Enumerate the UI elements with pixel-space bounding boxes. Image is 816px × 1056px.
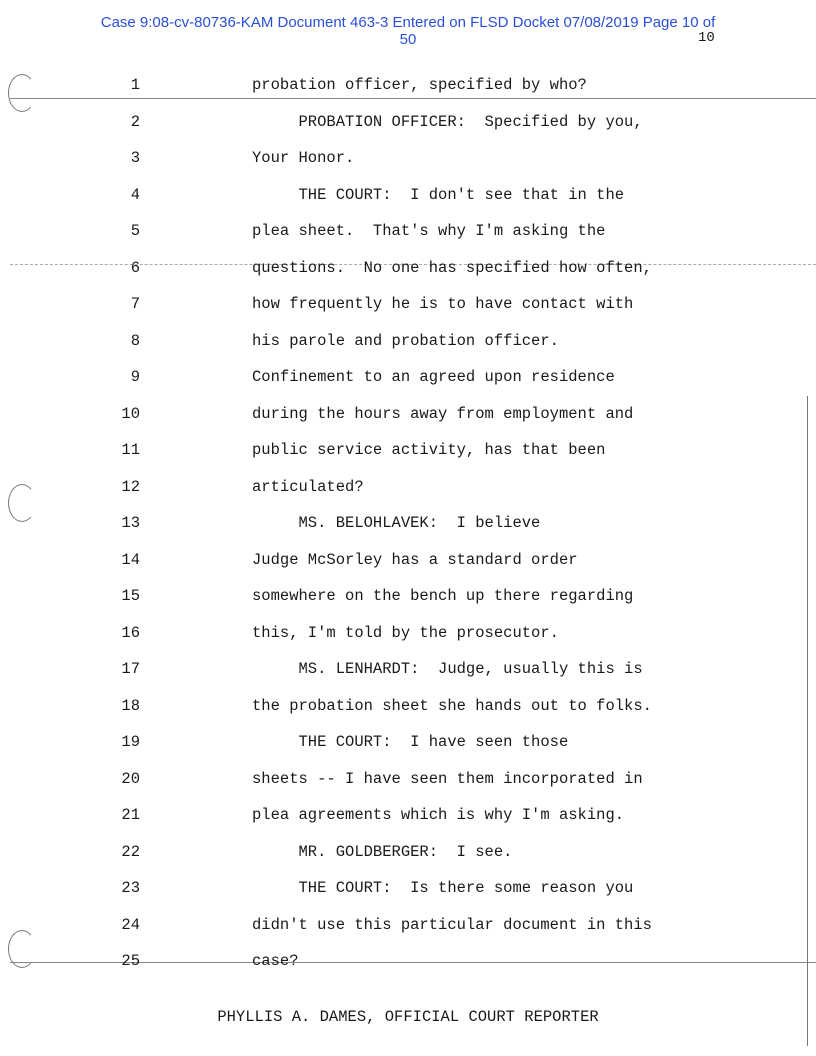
line-number: 14 <box>121 550 140 569</box>
line-text: PROBATION OFFICER: Specified by you, <box>252 112 643 131</box>
line-number: 4 <box>130 185 140 204</box>
transcript-line <box>0 222 816 258</box>
line-text: his parole and probation officer. <box>252 331 559 350</box>
transcript-line <box>0 514 816 550</box>
line-number: 25 <box>121 952 140 970</box>
line-text: public service activity, has that been <box>252 441 606 459</box>
transcript-line <box>0 441 816 477</box>
line-text: plea agreements which is why I'm asking. <box>252 806 625 824</box>
line-text: somewhere on the bench up there regarding <box>252 587 634 605</box>
line-number: 19 <box>121 733 140 751</box>
transcript-line <box>0 952 816 988</box>
line-text: MS. BELOHLAVEK: I believe <box>252 514 541 532</box>
line-text: THE COURT: I don't see that in the <box>252 185 625 204</box>
transcript-line <box>0 186 816 222</box>
line-number: 13 <box>121 514 140 532</box>
line-text: articulated? <box>252 477 364 496</box>
line-text: the probation sheet she hands out to folks. <box>252 696 652 715</box>
line-number: 22 <box>121 842 140 861</box>
transcript-line <box>0 697 816 733</box>
line-number: 1 <box>130 76 140 94</box>
transcript-line <box>0 624 816 660</box>
line-number: 3 <box>130 149 140 167</box>
transcript-line <box>0 332 816 368</box>
transcript-line <box>0 149 816 185</box>
transcript-line <box>0 405 816 441</box>
line-text: THE COURT: I have seen those <box>252 733 569 751</box>
transcript-line <box>0 368 816 404</box>
line-number: 12 <box>121 477 140 496</box>
page-number: 10 <box>698 30 715 46</box>
line-text: questions. No one has specified how often, <box>252 258 652 277</box>
transcript-line <box>0 806 816 842</box>
line-number: 18 <box>121 696 140 715</box>
line-number: 20 <box>121 769 140 788</box>
line-text: MS. LENHARDT: Judge, usually this is <box>252 660 643 678</box>
transcript-line <box>0 916 816 952</box>
transcript-line <box>0 843 816 879</box>
transcript-line <box>0 733 816 769</box>
line-text: sheets -- I have seen them incorporated in <box>252 769 643 788</box>
line-number: 7 <box>130 295 140 313</box>
line-number: 24 <box>121 915 140 934</box>
line-number: 17 <box>121 660 140 678</box>
transcript-line <box>0 770 816 806</box>
line-text: case? <box>252 952 299 970</box>
transcript-line <box>0 295 816 331</box>
line-number: 5 <box>130 222 140 240</box>
line-text: during the hours away from employment and <box>252 404 634 423</box>
line-number: 10 <box>121 404 140 423</box>
line-text: Confinement to an agreed upon residence <box>252 368 615 386</box>
line-number: 9 <box>130 368 140 386</box>
line-text: THE COURT: Is there some reason you <box>252 879 634 897</box>
line-number: 16 <box>121 623 140 642</box>
line-number: 15 <box>121 587 140 605</box>
line-text: Judge McSorley has a standard order <box>252 550 578 569</box>
transcript-line <box>0 660 816 696</box>
line-number: 23 <box>121 879 140 897</box>
transcript-line <box>0 76 816 112</box>
transcript-line <box>0 879 816 915</box>
transcript-line <box>0 587 816 623</box>
transcript-line <box>0 551 816 587</box>
transcript-line <box>0 259 816 295</box>
line-number: 2 <box>130 112 140 131</box>
line-number: 8 <box>130 331 140 350</box>
docket-stamp-line-1: Case 9:08-cv-80736-KAM Document 463-3 Entered on FLSD Docket 07/08/2019 Page 10 of <box>100 14 716 31</box>
docket-stamp-line-2: 50 <box>399 31 417 48</box>
line-text: didn't use this particular document in this <box>252 915 652 934</box>
line-number: 11 <box>121 441 140 459</box>
footer-reporter: PHYLLIS A. DAMES, OFFICIAL COURT REPORTER <box>217 1008 599 1026</box>
docket-stamp <box>0 14 816 48</box>
line-text: how frequently he is to have contact with <box>252 295 634 313</box>
line-number: 6 <box>130 258 140 277</box>
transcript-line <box>0 478 816 514</box>
line-text: MR. GOLDBERGER: I see. <box>252 842 513 861</box>
line-text: this, I'm told by the prosecutor. <box>252 623 559 642</box>
line-text: plea sheet. That's why I'm asking the <box>252 222 606 240</box>
line-number: 21 <box>121 806 140 824</box>
line-text: Your Honor. <box>252 149 355 167</box>
transcript-line <box>0 113 816 149</box>
line-text: probation officer, specified by who? <box>252 76 587 94</box>
